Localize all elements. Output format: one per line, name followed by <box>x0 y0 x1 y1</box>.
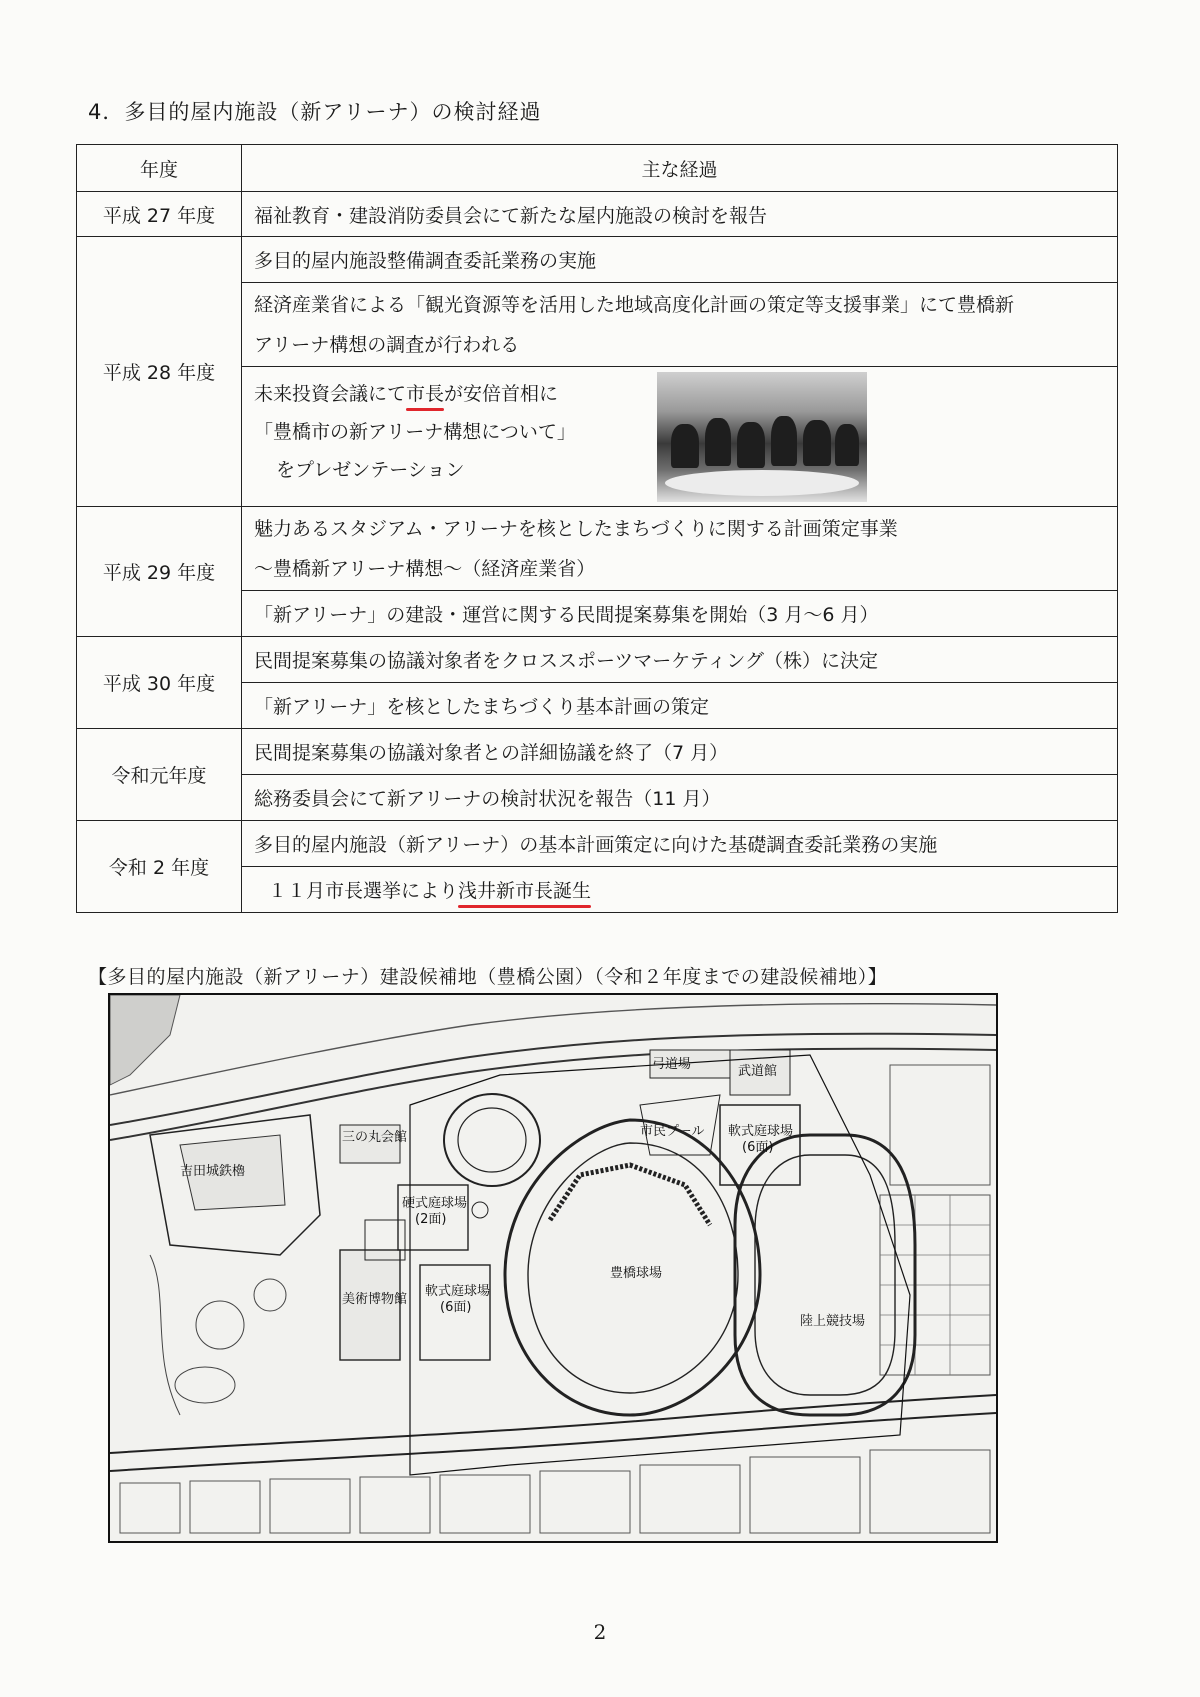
label-hard-tennis-sub: (2面) <box>415 1212 447 1227</box>
year-cell: 平成 29 年度 <box>77 507 242 637</box>
event-line: アリーナ構想の調査が行われる <box>254 333 520 356</box>
event-line: 「豊橋市の新アリーナ構想について」 <box>254 420 576 443</box>
event-line: 経済産業省による「観光資源等を活用した地域高度化計画の策定等支援事業」にて豊橋新 <box>254 293 1015 316</box>
meeting-photo <box>657 372 867 502</box>
park-map-drawing <box>110 995 996 1541</box>
label-tennis-ne: 軟式庭球場 <box>728 1124 794 1139</box>
map-caption: 【多目的屋内施設（新アリーナ）建設候補地（豊橋公園）（令和２年度までの建設候補地）】 <box>88 966 888 988</box>
table-row <box>77 237 1118 283</box>
event-cell <box>242 367 1118 507</box>
label-museum: 美術博物館 <box>342 1292 408 1307</box>
table-row <box>77 821 1118 867</box>
history-table <box>76 144 1118 913</box>
event-cell: 民間提案募集の協議対象者をクロススポーツマーケティング（株）に決定 <box>242 637 1118 683</box>
year-cell: 令和元年度 <box>77 729 242 821</box>
label-sannomaru: 三の丸会館 <box>342 1130 408 1145</box>
page-number: 2 <box>593 1620 607 1644</box>
label-tennis-center: 軟式庭球場 <box>425 1284 491 1299</box>
label-hard-tennis: 硬式庭球場 <box>402 1196 468 1211</box>
year-cell: 平成 28 年度 <box>77 237 242 507</box>
highlight-mayor: 市長 <box>406 382 445 405</box>
event-line: をプレゼンテーション <box>276 458 465 481</box>
table-header-row <box>77 145 1118 192</box>
event-cell: 民間提案募集の協議対象者との詳細協議を終了（7 月） <box>242 729 1118 775</box>
park-map <box>108 993 998 1543</box>
event-cell: 総務委員会にて新アリーナの検討状況を報告（11 月） <box>242 775 1118 821</box>
event-cell: 「新アリーナ」の建設・運営に関する民間提案募集を開始（3 月～6 月） <box>242 591 1118 637</box>
event-cell: 多目的屋内施設（新アリーナ）の基本計画策定に向けた基礎調査委託業務の実施 <box>242 821 1118 867</box>
event-cell <box>242 507 1118 591</box>
table-row <box>77 729 1118 775</box>
table-row <box>77 637 1118 683</box>
event-cell: 多目的屋内施設整備調査委託業務の実施 <box>242 237 1118 283</box>
year-cell: 令和 2 年度 <box>77 821 242 913</box>
label-athletics: 陸上競技場 <box>800 1314 866 1329</box>
label-kyudojo: 弓道場 <box>652 1057 692 1072</box>
table-row <box>77 192 1118 237</box>
event-cell <box>242 283 1118 367</box>
event-line: ～豊橋新アリーナ構想～（経済産業省） <box>254 557 596 580</box>
event-line: 魅力あるスタジアム・アリーナを核としたまちづくりに関する計画策定事業 <box>254 517 898 540</box>
label-pool: 市民プール <box>640 1124 705 1139</box>
highlight-new-mayor: 浅井新市長誕生 <box>458 880 592 902</box>
label-stadium: 豊橋球場 <box>610 1266 663 1281</box>
event-line <box>254 375 576 413</box>
event-text: １１月市長選挙により <box>268 880 459 902</box>
label-budokan: 武道館 <box>738 1064 778 1079</box>
section-heading: 4．多目的屋内施設（新アリーナ）の検討経過 <box>88 100 542 124</box>
header-events: 主な経過 <box>242 145 1118 192</box>
label-tennis-center-sub: (6面) <box>440 1300 472 1315</box>
header-year: 年度 <box>77 145 242 192</box>
label-tennis-ne-sub: (6面) <box>742 1140 774 1155</box>
year-cell: 平成 27 年度 <box>77 192 242 237</box>
event-text: が安倍首相に <box>444 382 559 405</box>
label-yoshida-castle: 吉田城鉄櫓 <box>180 1164 246 1179</box>
event-cell: 福祉教育・建設消防委員会にて新たな屋内施設の検討を報告 <box>242 192 1118 237</box>
year-cell: 平成 30 年度 <box>77 637 242 729</box>
event-cell: 「新アリーナ」を核としたまちづくり基本計画の策定 <box>242 683 1118 729</box>
event-cell <box>242 867 1118 913</box>
table-row <box>77 507 1118 591</box>
event-text: 未来投資会議にて <box>254 382 407 405</box>
